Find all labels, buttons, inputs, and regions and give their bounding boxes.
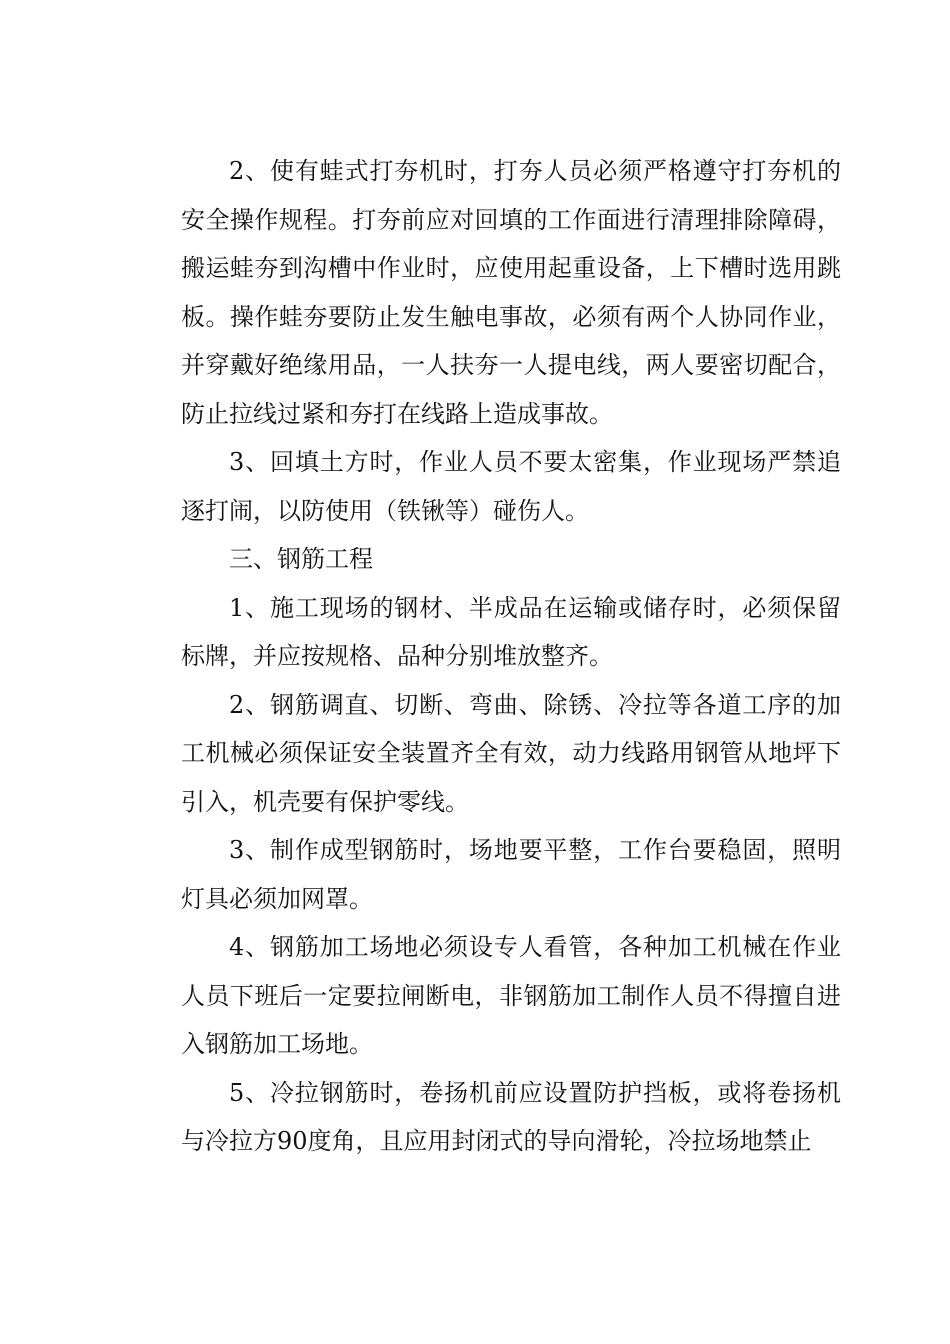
section-heading-rebar: 三、钢筋工程 bbox=[229, 545, 373, 573]
paragraph-rebar-site: 4、钢筋加工场地必须设专人看管，各种加工机械在作业人员下班后一定要拉闸断电，非钢筋加工制作人员不得擅自进入钢筋加工场地。 bbox=[181, 933, 841, 1058]
paragraph-frog-rammer: 2、使有蛙式打夯机时，打夯人员必须严格遵守打夯机的安全操作规程。打夯前应对回填的工作面进行清理排除障碍，搬运蛙夯到沟槽中作业时，应使用起重设备，上下槽时选用跳板。操作蛙夯要防止发生触电事故，必须有两个人协同作业，并穿戴好绝缘用品，一人扶夯一人提电线，两人要密切配合，防止拉线过紧和夯打在线路上造成事故。 bbox=[181, 157, 841, 428]
paragraph-cold-drawing: 5、冷拉钢筋时，卷扬机前应设置防护挡板，或将卷扬机与冷拉方90度角，且应用封闭式的导向滑轮，冷拉场地禁止 bbox=[181, 1078, 841, 1155]
document-body bbox=[181, 147, 841, 1166]
paragraph-backfill: 3、回填土方时，作业人员不要太密集，作业现场严禁追逐打闹，以防使用（铁锹等）碰伤人。 bbox=[181, 448, 841, 525]
paragraph-rebar-forming: 3、制作成型钢筋时，场地要平整，工作台要稳固，照明灯具必须加网罩。 bbox=[181, 836, 841, 913]
paragraph-rebar-machinery: 2、钢筋调直、切断、弯曲、除锈、冷拉等各道工序的加工机械必须保证安全装置齐全有效，动力线路用钢管从地坪下引入，机壳要有保护零线。 bbox=[181, 690, 841, 816]
paragraph-rebar-storage: 1、施工现场的钢材、半成品在运输或储存时，必须保留标牌，并应按规格、品种分别堆放整齐。 bbox=[181, 593, 841, 670]
